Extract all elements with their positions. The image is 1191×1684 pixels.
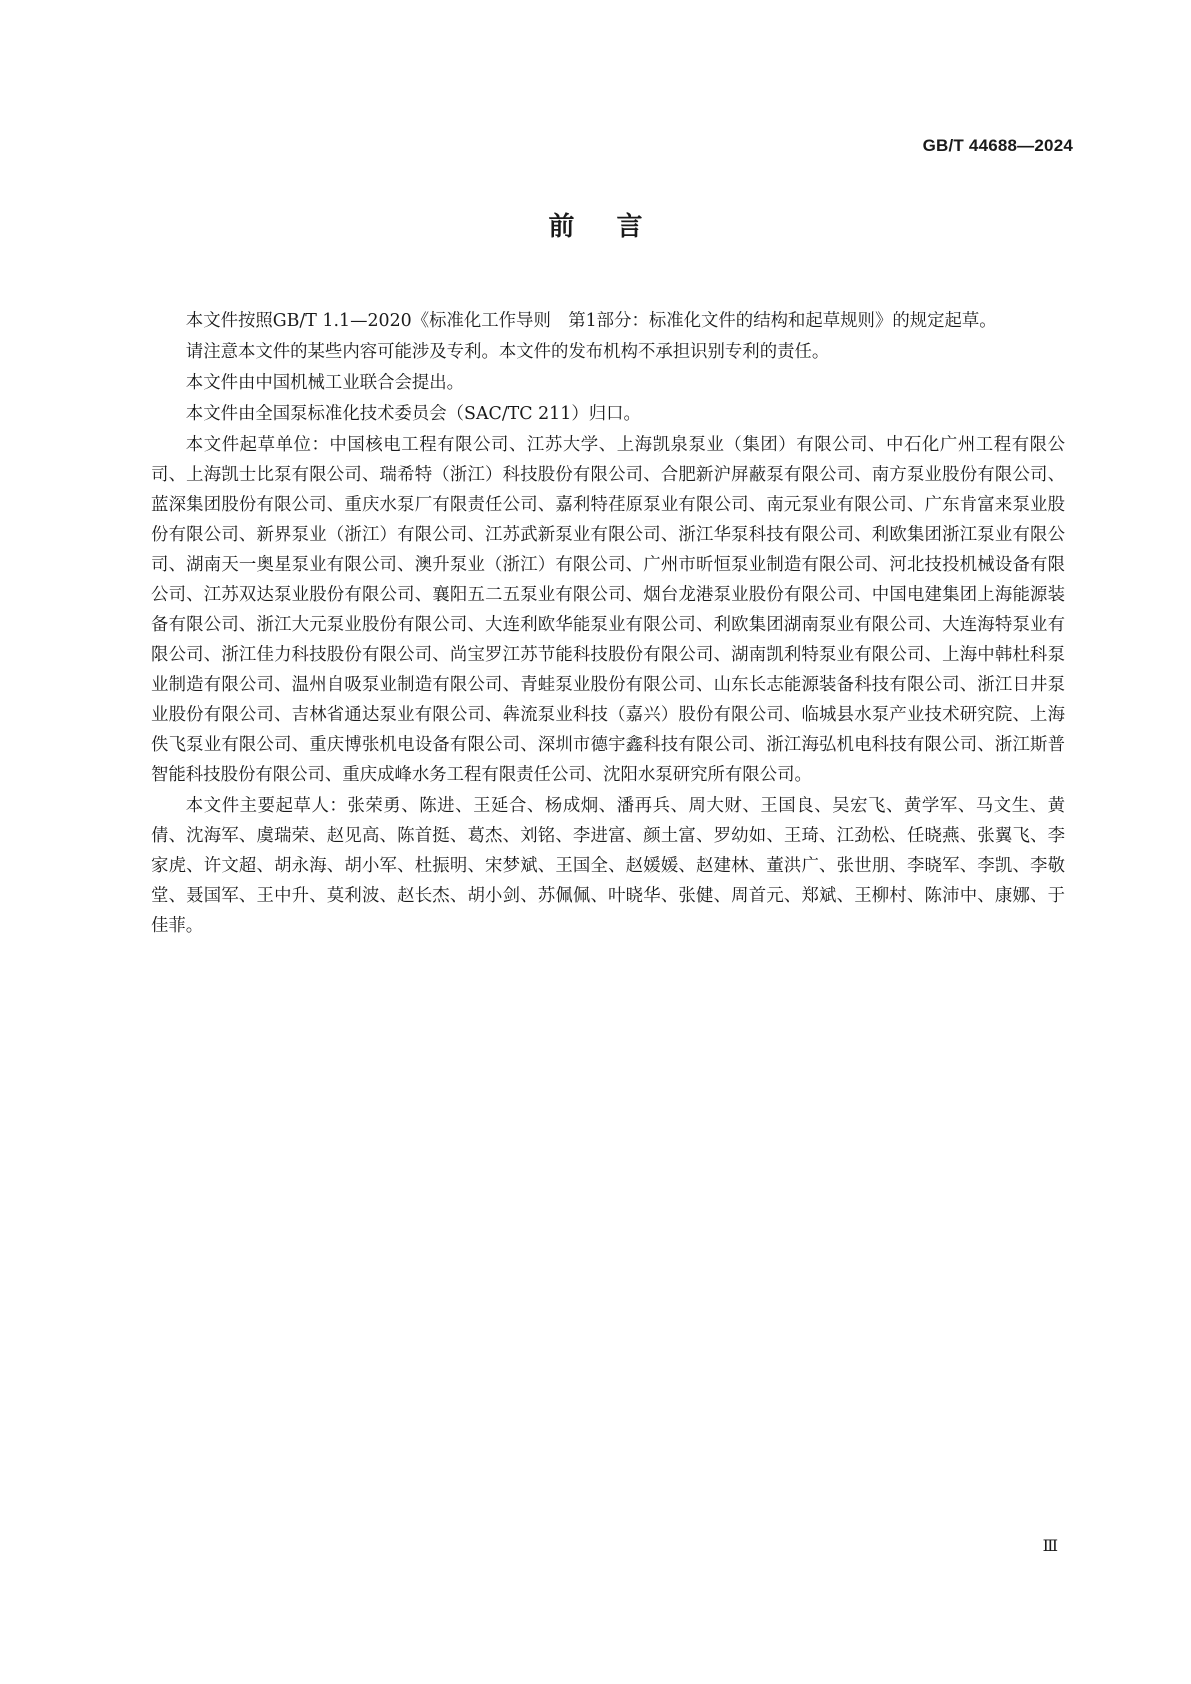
paragraph-patent-notice: 请注意本文件的某些内容可能涉及专利。本文件的发布机构不承担识别专利的责任。 (185, 342, 830, 362)
paragraph-main-drafters: 本文件主要起草人：张荣勇、陈进、王延合、杨成炯、潘再兵、周大财、王国良、吴宏飞、黄学军、马文生、黄倩、沈海军、虞瑞荣、赵见高、陈首挺、葛杰、刘铭、李进富、颜土富、罗幼如、王琦、江劲松、任晓燕、张翼飞、李家虎、许文超、胡永海、胡小军、杜振明、宋梦斌、王国全、赵媛媛、赵建林、董洪广、张世朋、李晓军、李凯、李敬堂、聂国军、王中升、莫利波、赵长杰、胡小剑、苏佩佩、叶晓华、张健、周首元、郑斌、王柳村、陈沛中、康娜、于佳菲。 (151, 796, 1065, 936)
paragraph-proposer: 本文件由中国机械工业联合会提出。 (185, 373, 465, 393)
foreword-body (151, 306, 1065, 942)
page-title: 前言 (548, 212, 685, 242)
paragraph-drafting-rules: 本文件按照GB/T 1.1—2020《标准化工作导则 第1部分：标准化文件的结构和起草规则》的规定起草。 (185, 311, 997, 331)
paragraph-drafting-organizations: 本文件起草单位：中国核电工程有限公司、江苏大学、上海凯泉泵业（集团）有限公司、中石化广州工程有限公司、上海凯士比泵有限公司、瑞希特（浙江）科技股份有限公司、合肥新沪屏蔽泵有限公司、南方泵业股份有限公司、蓝深集团股份有限公司、重庆水泵厂有限责任公司、嘉利特荏原泵业有限公司、南元泵业有限公司、广东肯富来泵业股份有限公司、新界泵业（浙江）有限公司、江苏武新泵业有限公司、浙江华泵科技有限公司、利欧集团浙江泵业有限公司、湖南天一奥星泵业有限公司、澳升泵业（浙江）有限公司、广州市昕恒泵业制造有限公司、河北技投机械设备有限公司、江苏双达泵业股份有限公司、襄阳五二五泵业有限公司、烟台龙港泵业股份有限公司、中国电建集团上海能源装备有限公司、浙江大元泵业股份有限公司、大连利欧华能泵业有限公司、利欧集团湖南泵业有限公司、大连海特泵业有限公司、浙江佳力科技股份有限公司、尚宝罗江苏节能科技股份有限公司、湖南凯利特泵业有限公司、上海中韩杜科泵业制造有限公司、温州自吸泵业制造有限公司、青蛙泵业股份有限公司、山东长志能源装备科技有限公司、浙江日井泵业股份有限公司、吉林省通达泵业有限公司、犇流泵业科技（嘉兴）股份有限公司、临城县水泵产业技术研究院、上海佚飞泵业有限公司、重庆博张机电设备有限公司、深圳市德宇鑫科技有限公司、浙江海弘机电科技有限公司、浙江斯普智能科技股份有限公司、重庆成峰水务工程有限责任公司、沈阳水泵研究所有限公司。 (151, 435, 1065, 785)
standard-number: GB/T 44688—2024 (922, 136, 1073, 155)
paragraph-centralized-by: 本文件由全国泵标准化技术委员会（SAC/TC 211）归口。 (185, 404, 641, 424)
page-number: Ⅲ (1042, 1536, 1058, 1555)
